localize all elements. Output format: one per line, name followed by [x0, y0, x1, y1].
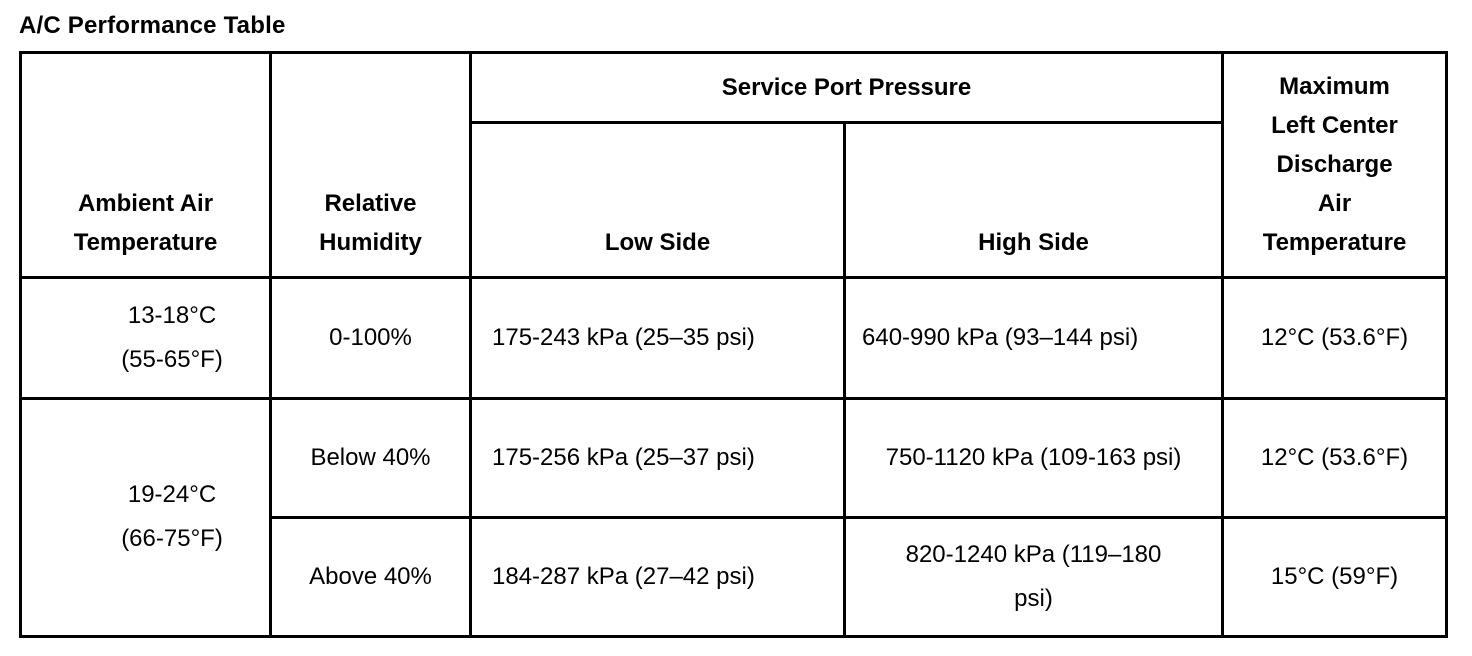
- high-side-cell: 640-990 kPa (93–144 psi): [845, 278, 1223, 398]
- header-row-1: [21, 53, 1447, 123]
- humidity-cell: Above 40%: [271, 517, 471, 636]
- header-ambient-line2: Temperature: [73, 229, 218, 257]
- table-row: [21, 398, 1447, 517]
- header-max-line2: Left Center: [1271, 112, 1398, 140]
- ambient-temp-fahrenheit: (66-75°F): [121, 525, 223, 553]
- ambient-temp-cell: [21, 278, 271, 398]
- ambient-temp-celsius: 19-24°C: [127, 481, 217, 509]
- header-max-line5: Temperature: [1262, 229, 1407, 257]
- header-max-line4: Air: [1317, 190, 1352, 218]
- header-max-line1: Maximum: [1279, 73, 1390, 101]
- header-max-discharge-air-temperature: [1223, 53, 1447, 278]
- humidity-cell: 0-100%: [271, 278, 471, 398]
- high-side-cell: [845, 398, 1223, 517]
- header-max-line3: Discharge: [1276, 151, 1393, 179]
- humidity-cell: Below 40%: [271, 398, 471, 517]
- high-side-value: 750-1120 kPa (109-163 psi): [885, 443, 1182, 471]
- low-side-cell: 175-243 kPa (25–35 psi): [471, 278, 845, 398]
- header-humidity-line1: Relative: [324, 190, 417, 218]
- ambient-temp-cell: [21, 398, 271, 636]
- ambient-temp-celsius: 13-18°C: [127, 301, 217, 329]
- header-service-port-pressure: Service Port Pressure: [471, 53, 1223, 123]
- max-temp-cell: 15°C (59°F): [1223, 517, 1447, 636]
- max-temp-cell: 12°C (53.6°F): [1223, 398, 1447, 517]
- header-low-side: Low Side: [471, 123, 845, 278]
- header-humidity-line2: Humidity: [319, 229, 422, 257]
- header-ambient-air-temperature: [21, 53, 271, 278]
- header-relative-humidity: [271, 53, 471, 278]
- ac-performance-table: [19, 51, 1448, 638]
- high-side-cell: [845, 517, 1223, 636]
- high-side-value: 820-1240 kPa (119–180 psi): [905, 540, 1162, 612]
- low-side-cell: 184-287 kPa (27–42 psi): [471, 517, 845, 636]
- header-high-side: High Side: [845, 123, 1223, 278]
- table-row: [21, 278, 1447, 398]
- header-ambient-line1: Ambient Air: [77, 190, 214, 218]
- max-temp-cell: 12°C (53.6°F): [1223, 278, 1447, 398]
- ambient-temp-fahrenheit: (55-65°F): [121, 345, 223, 373]
- page-title: A/C Performance Table: [19, 12, 286, 39]
- low-side-cell: 175-256 kPa (25–37 psi): [471, 398, 845, 517]
